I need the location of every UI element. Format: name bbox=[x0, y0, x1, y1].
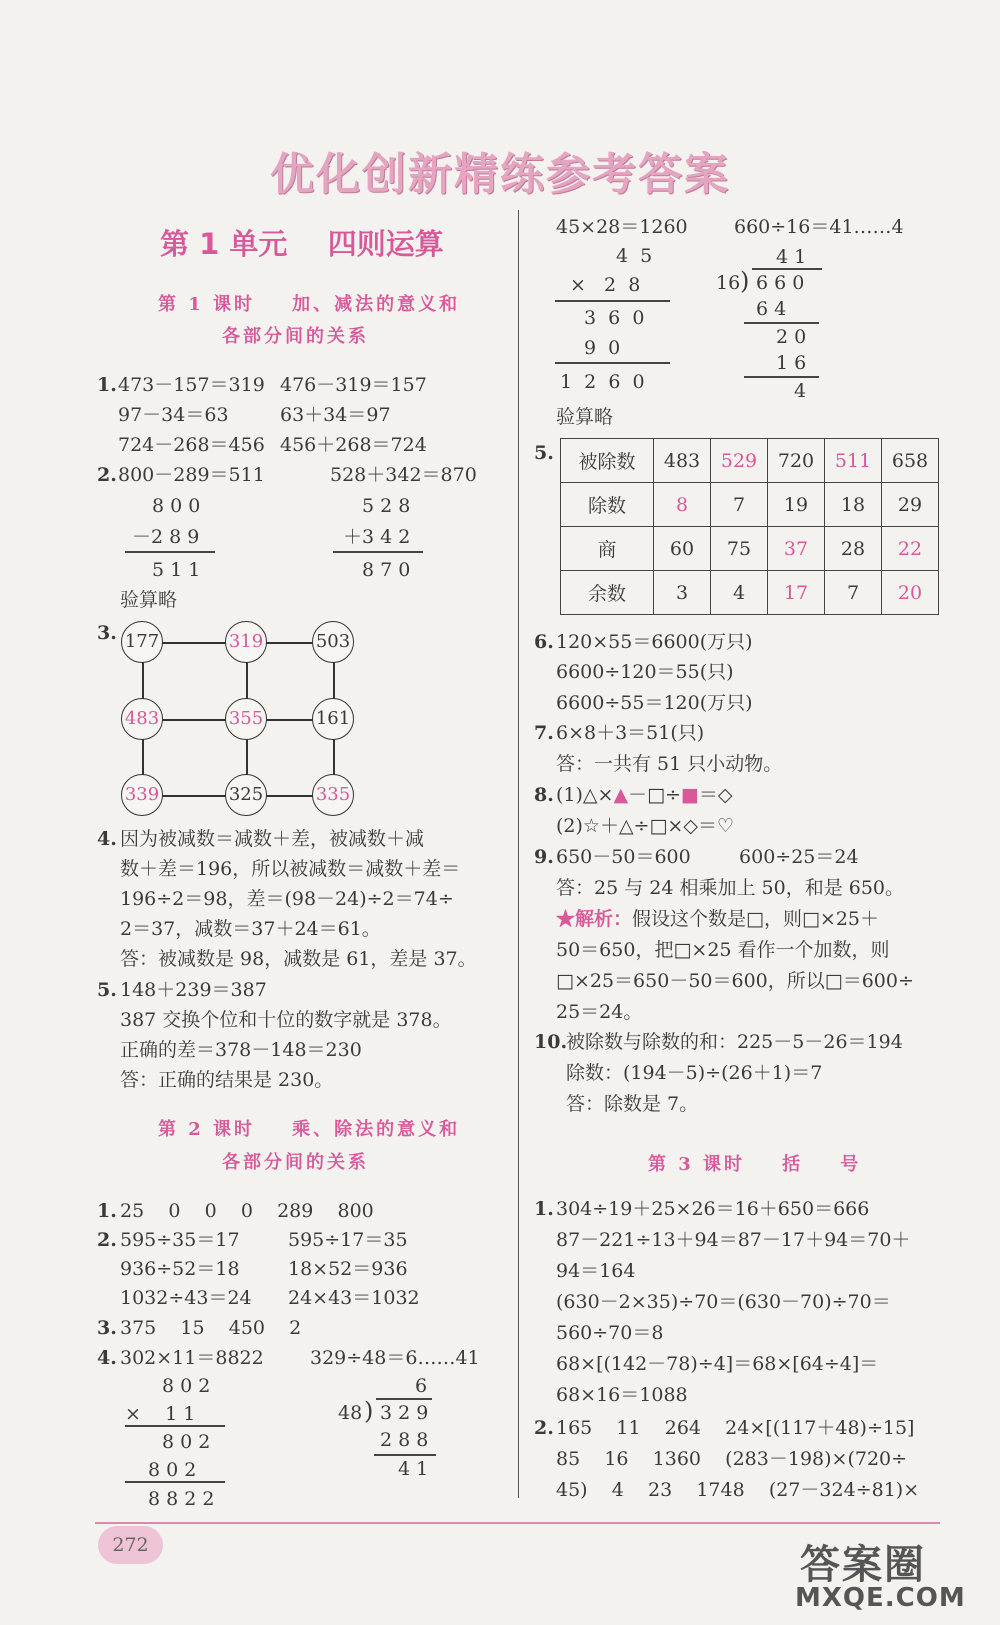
question-number: 3. bbox=[97, 1317, 117, 1339]
vertical-calc: 4 5 bbox=[616, 245, 653, 267]
answer-line: 120×55＝6600(万只) bbox=[556, 631, 753, 653]
vertical-calc: 8 7 0 bbox=[362, 559, 411, 581]
answer-line: (1)△×▲－□÷■＝◇ bbox=[556, 784, 733, 806]
answer-line: 正确的差＝378－148＝230 bbox=[120, 1039, 362, 1061]
question-number: 7. bbox=[534, 722, 554, 744]
grid-circle: 503 bbox=[312, 621, 354, 663]
equation: 595÷35＝17 bbox=[120, 1229, 240, 1251]
table-cell: 720 bbox=[768, 439, 825, 483]
table-row bbox=[561, 571, 939, 615]
answer-line: □×25＝650－50＝600，所以□＝600÷ bbox=[556, 970, 914, 992]
unit-heading: 第 1 单元 四则运算 bbox=[160, 227, 444, 261]
answer-line: 148＋239＝387 bbox=[120, 979, 267, 1001]
equation: 18×52＝936 bbox=[288, 1258, 408, 1280]
calc-rule bbox=[125, 1481, 225, 1483]
vertical-calc: 5 2 8 bbox=[362, 495, 411, 517]
division-quotient: 4 1 bbox=[776, 246, 807, 268]
calc-rule bbox=[555, 300, 670, 302]
division-dividend: 6 6 0 bbox=[756, 272, 805, 294]
equation: 800－289＝511 bbox=[118, 464, 265, 486]
equation: 97－34＝63 bbox=[118, 404, 229, 426]
equation: 476－319＝157 bbox=[280, 374, 427, 396]
answer-line: 68×16＝1088 bbox=[556, 1384, 688, 1406]
table-row bbox=[561, 483, 939, 527]
table-cell: 75 bbox=[711, 527, 768, 571]
question-number: 8. bbox=[534, 784, 554, 806]
question-number: 9. bbox=[534, 846, 554, 868]
answer-line: 2＝37，减数＝37＋24＝61。 bbox=[120, 918, 381, 940]
check-note: 验算略 bbox=[120, 589, 178, 611]
answer-line: (2)☆＋△÷□×◇＝♡ bbox=[556, 815, 734, 837]
question-number: 5. bbox=[534, 442, 554, 464]
calc-rule bbox=[555, 362, 670, 364]
table-row bbox=[561, 527, 939, 571]
answer-line: 答：被减数是 98，减数是 61，差是 37。 bbox=[120, 948, 477, 970]
column-divider bbox=[518, 210, 519, 1498]
equation: 302×11＝8822 bbox=[120, 1347, 264, 1369]
table-cell: 20 bbox=[882, 571, 939, 615]
table-cell: 7 bbox=[825, 571, 882, 615]
vertical-calc: 8 0 2 bbox=[162, 1375, 211, 1397]
watermark-url: MXQE.COM bbox=[795, 1583, 966, 1613]
answer-line: 除数：(194－5)÷(26＋1)＝7 bbox=[566, 1062, 823, 1084]
calc-rule bbox=[333, 551, 423, 553]
question-number: 6. bbox=[534, 631, 554, 653]
grid-circle: 319 bbox=[225, 621, 267, 663]
equation: 473－157＝319 bbox=[118, 374, 265, 396]
question-number: 2. bbox=[97, 464, 117, 486]
vertical-calc: 3 6 0 bbox=[584, 307, 645, 329]
question-number: 5. bbox=[97, 979, 117, 1001]
vertical-calc: 8 8 2 2 bbox=[148, 1488, 215, 1510]
row-label: 被除数 bbox=[561, 439, 654, 483]
table-cell: 37 bbox=[768, 527, 825, 571]
row-label: 商 bbox=[561, 527, 654, 571]
table-cell: 658 bbox=[882, 439, 939, 483]
table-cell: 28 bbox=[825, 527, 882, 571]
square-symbol: ■ bbox=[680, 784, 699, 806]
equation: 63＋34＝97 bbox=[280, 404, 391, 426]
question-number: 2. bbox=[97, 1229, 117, 1251]
vertical-calc: 8 0 0 bbox=[152, 495, 201, 517]
table-cell: 29 bbox=[882, 483, 939, 527]
footer-rule bbox=[95, 1522, 940, 1524]
answer-line: 560÷70＝8 bbox=[556, 1322, 664, 1344]
answer-line: (630－2×35)÷70＝(630－70)÷70＝ bbox=[556, 1291, 891, 1313]
question-number: 4. bbox=[97, 1347, 117, 1369]
grid-circle: 177 bbox=[121, 621, 163, 663]
answer-line: 304÷19＋25×26＝16＋650＝666 bbox=[556, 1198, 870, 1220]
question-number: 3. bbox=[97, 622, 117, 644]
table-cell: 17 bbox=[768, 571, 825, 615]
grid-circle: 161 bbox=[312, 698, 354, 740]
division-step: 2 0 bbox=[776, 326, 807, 348]
lesson-2-title: 第 2 课时 乘、除法的意义和 bbox=[158, 1119, 461, 1140]
division-quotient: 6 bbox=[415, 1375, 428, 1397]
division-step: 2 8 8 bbox=[380, 1429, 429, 1451]
answer-line: 答：一共有 51 只小动物。 bbox=[556, 753, 783, 775]
answer-line: 因为被减数＝减数＋差，被减数＋减 bbox=[120, 828, 425, 850]
answer-line: 375 15 450 2 bbox=[120, 1317, 302, 1339]
equation: 936÷52＝18 bbox=[120, 1258, 240, 1280]
table-cell: 529 bbox=[711, 439, 768, 483]
equation: 660÷16＝41……4 bbox=[734, 216, 904, 238]
table-cell: 7 bbox=[711, 483, 768, 527]
question-number: 2. bbox=[534, 1417, 554, 1439]
watermark-logo: 答案圈 bbox=[800, 1542, 926, 1588]
answer-line: 6×8＋3＝51(只) bbox=[556, 722, 705, 744]
lesson-1-title: 第 1 课时 加、减法的意义和 bbox=[158, 294, 461, 315]
page-title: 优化创新精练参考答案 bbox=[270, 149, 730, 200]
vertical-calc: 8 0 2 bbox=[162, 1431, 211, 1453]
vertical-calc: × 1 1 bbox=[125, 1403, 196, 1425]
lesson-3-title: 第 3 课时 括 号 bbox=[648, 1154, 862, 1175]
table-row bbox=[561, 439, 939, 483]
grid-circle: 355 bbox=[225, 698, 267, 740]
answer-line: 85 16 1360 (283－198)×(720÷ bbox=[556, 1448, 908, 1470]
row-label: 除数 bbox=[561, 483, 654, 527]
answer-line: 6600÷55＝120(万只) bbox=[556, 692, 753, 714]
equation: 595÷17＝35 bbox=[288, 1229, 408, 1251]
equation: 45×28＝1260 bbox=[556, 216, 688, 238]
answer-line: 196÷2＝98，差＝(98－24)÷2＝74÷ bbox=[120, 888, 454, 910]
question-number: 1. bbox=[97, 374, 117, 396]
equation: 1032÷43＝24 bbox=[120, 1287, 252, 1309]
table-cell: 19 bbox=[768, 483, 825, 527]
vertical-calc: × 2 8 bbox=[570, 274, 641, 296]
table-cell: 22 bbox=[882, 527, 939, 571]
row-label: 余数 bbox=[561, 571, 654, 615]
answer-line: 25＝24。 bbox=[556, 1001, 643, 1023]
vertical-calc: －2 8 9 bbox=[132, 526, 200, 548]
answer-line: 68×[(142－78)÷4]＝68×[64÷4]＝ bbox=[556, 1353, 879, 1375]
equation: 456＋268＝724 bbox=[280, 434, 427, 456]
page-number: 272 bbox=[98, 1526, 163, 1564]
grid-circle: 483 bbox=[121, 698, 163, 740]
vertical-calc: 9 0 bbox=[584, 337, 621, 359]
division-step: 6 4 bbox=[756, 298, 787, 320]
answer-line: 答：25 与 24 相乘加上 50，和是 650。 bbox=[556, 877, 904, 899]
division-remainder: 4 1 bbox=[398, 1458, 429, 1480]
table-cell: 60 bbox=[654, 527, 711, 571]
answer-line: 650－50＝600 600÷25＝24 bbox=[556, 846, 859, 868]
vertical-calc: 8 0 2 bbox=[148, 1459, 197, 1481]
answer-line: 数＋差＝196，所以被减数＝减数＋差＝ bbox=[120, 858, 461, 880]
answer-line: 被除数与除数的和：225－5－26＝194 bbox=[566, 1031, 903, 1053]
division-dividend: 3 2 9 bbox=[380, 1402, 429, 1424]
answer-line: ★解析：假设这个数是□，则□×25＋ bbox=[556, 908, 880, 930]
question-number: 4. bbox=[97, 828, 117, 850]
vertical-calc: ＋3 4 2 bbox=[343, 526, 411, 548]
table-cell: 483 bbox=[654, 439, 711, 483]
answer-line: 94＝164 bbox=[556, 1260, 636, 1282]
answer-line: 165 11 264 24×[(117＋48)÷15] bbox=[556, 1417, 915, 1439]
check-note: 验算略 bbox=[556, 406, 614, 428]
equation: 528＋342＝870 bbox=[330, 464, 477, 486]
answer-line: 387 交换个位和十位的数字就是 378。 bbox=[120, 1009, 452, 1031]
lesson-2-subtitle: 各部分间的关系 bbox=[222, 1152, 369, 1173]
division-divisor: 48 bbox=[338, 1402, 363, 1424]
answer-line: 25 0 0 0 289 800 bbox=[120, 1200, 374, 1222]
division-remainder: 4 bbox=[794, 380, 807, 402]
answer-page: 优化创新精练参考答案 第 1 单元 四则运算 第 1 课时 加、减法的意义和 各部分间的关系 1. 473－157＝319 476－319＝157 97－34＝63 63＋34＝97 724－268＝456 456＋268＝724 2. 800－289＝511 528＋342＝870 8 0 0 －2 8 9 5 1 1 5 2 8 ＋3 4 2 8 7 0 验算略 3. 177 319 503 483 355 161 339 325 335 4. 因为被减数＝减数＋差，被减数＋减 数＋差＝196，所以被减数＝减数＋差＝ 196÷2＝98，差＝(98－24)÷2＝74÷ 2＝37，减数＝37＋24＝61。 答：被减数是 98，减数是 61，差是 37。 5. 148＋239＝387 387 交换个位和十位的数字就是 378。 正确的差＝378－148＝230 答：正确的结果是 230。 第 2 课时 乘、除法的意义和 各部分间的关系 1. 25 0 0 0 289 800 2. 595÷35＝17 595÷17＝35 936÷52＝18 18×52＝936 1032÷43＝24 24×43＝1032 3. 375 15 450 2 4. 302×11＝8822 329÷48＝6……41 8 0 2 × 1 1 8 0 2 8 0 2 8 8 2 2 6 48 ) 3 2 9 2 8 8 4 1 45×28＝1260 660÷16＝41……4 4 5 × 2 8 3 6 0 9 0 1 2 6 0 4 1 16 ) 6 6 0 6 4 2 0 1 6 4 验算略 5. 被除数 483 529 720 511 658 除数 8 7 19 18 29 商 60 75 37 28 22 余数 3 4 17 7 20 6. 120×55＝6600(万只) 6600÷120＝55(只) 6600÷55＝120(万只) 7. 6×8＋3＝51(只) 答：一共有 51 只小动物。 8. (1)△×▲－□÷■＝◇ (2)☆＋△÷□×◇＝♡ 9. 650－50＝600 600÷25＝24 答：25 与 24 相乘加上 50，和是 650。 ★解析：假设这个数是□，则□×25＋ 50＝650，把□×25 看作一个加数，则 □×25＝650－50＝600，所以□＝600÷ 25＝24。 10. 被除数与除数的和：225－5－26＝194 除数：(194－5)÷(26＋1)＝7 答：除数是 7。 第 3 课时 括 号 1. 304÷19＋25×26＝16＋650＝666 87－221÷13＋94＝87－17＋94＝70＋ 94＝164 (630－2×35)÷70＝(630－70)÷70＝ 560÷70＝8 68×[(142－78)÷4]＝68×[64÷4]＝ 68×16＝1088 2. 165 11 264 24×[(117＋48)÷15] 85 16 1360 (283－198)×(720÷ 45) 4 23 1748 (27－324÷81)× 272 答案圈 MXQE.COM bbox=[0, 0, 1000, 1625]
equation: 24×43＝1032 bbox=[288, 1287, 420, 1309]
answer-line: 50＝650，把□×25 看作一个加数，则 bbox=[556, 939, 890, 961]
division-divisor: 16 bbox=[716, 272, 741, 294]
table-cell: 511 bbox=[825, 439, 882, 483]
analysis-label: ★解析： bbox=[556, 908, 633, 930]
answer-line: 6600÷120＝55(只) bbox=[556, 661, 734, 683]
division-table bbox=[560, 438, 939, 615]
lesson-1-subtitle: 各部分间的关系 bbox=[222, 326, 369, 347]
question-number: 1. bbox=[97, 1200, 117, 1222]
calc-rule bbox=[125, 551, 215, 553]
table-cell: 4 bbox=[711, 571, 768, 615]
answer-line: 45) 4 23 1748 (27－324÷81)× bbox=[556, 1479, 920, 1501]
answer-line: 答：除数是 7。 bbox=[566, 1093, 699, 1115]
calc-rule bbox=[744, 376, 819, 378]
table-cell: 8 bbox=[654, 483, 711, 527]
vertical-calc: 1 2 6 0 bbox=[560, 371, 645, 393]
equation: 329÷48＝6……41 bbox=[310, 1347, 480, 1369]
grid-circle: 339 bbox=[121, 774, 163, 816]
equation: 724－268＝456 bbox=[118, 434, 265, 456]
question-number: 10. bbox=[534, 1031, 568, 1053]
triangle-symbol: ▲ bbox=[613, 784, 629, 806]
table-cell: 3 bbox=[654, 571, 711, 615]
answer-line: 答：正确的结果是 230。 bbox=[120, 1069, 334, 1091]
question-number: 1. bbox=[534, 1198, 554, 1220]
grid-circle: 325 bbox=[225, 774, 267, 816]
answer-line: 87－221÷13＋94＝87－17＋94＝70＋ bbox=[556, 1229, 911, 1251]
table-cell: 18 bbox=[825, 483, 882, 527]
division-step: 1 6 bbox=[776, 352, 807, 374]
grid-circle: 335 bbox=[312, 774, 354, 816]
vertical-calc: 5 1 1 bbox=[152, 559, 201, 581]
